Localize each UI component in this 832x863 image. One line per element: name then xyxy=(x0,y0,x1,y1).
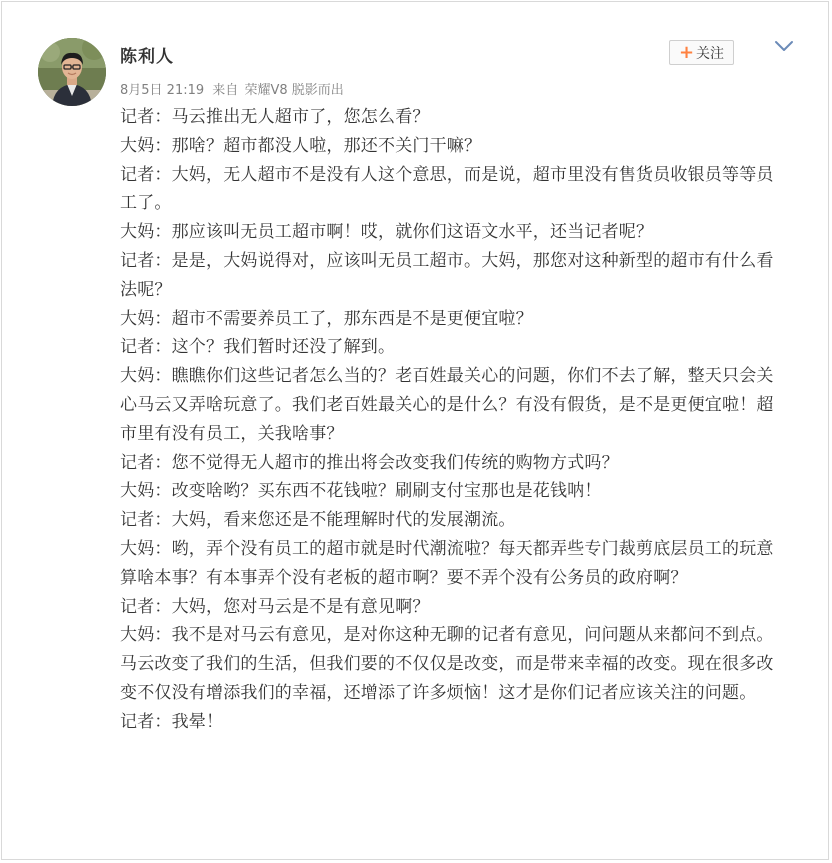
post-meta xyxy=(120,79,344,98)
dialogue-line: 大妈：超市不需要养员工了，那东西是不是更便宜啦？ xyxy=(120,308,533,329)
chevron-down-icon[interactable] xyxy=(774,38,794,52)
dialogue-line: 大妈：改变啥哟？买东西不花钱啦？刷刷支付宝那也是花钱呐！ xyxy=(120,481,602,502)
dialogue-line: 大妈：哟，弄个没有员工的超市就是时代潮流啦？每天都弄些专门裁剪底层员工的玩意算啥本事？有本事弄个没有老板的超市啊？要不弄个没有公务员的政府啊？ xyxy=(120,538,774,588)
dialogue-line: 记者：我晕！ xyxy=(120,711,224,732)
source-device[interactable]: 荣耀V8 脱影而出 xyxy=(244,83,344,98)
username[interactable]: 陈利人 xyxy=(120,47,174,67)
dialogue-line: 记者：大妈，看来您还是不能理解时代的发展潮流。 xyxy=(120,510,516,531)
dialogue-line: 记者：大妈，您对马云是不是有意见啊？ xyxy=(120,596,430,617)
dialogue-line: 记者：是是，大妈说得对，应该叫无员工超市。大妈，那您对这种新型的超市有什么看法呢？ xyxy=(120,250,774,300)
dialogue-line: 记者：大妈，无人超市不是没有人这个意思，而是说，超市里没有售货员收银员等等员工了。 xyxy=(120,164,774,214)
dialogue-line: 记者：您不觉得无人超市的推出将会改变我们传统的购物方式吗？ xyxy=(120,452,619,473)
dialogue-line: 记者：马云推出无人超市了，您怎么看？ xyxy=(120,107,430,127)
plus-icon: + xyxy=(678,41,695,63)
post-content xyxy=(120,103,785,737)
dialogue-line: 大妈：瞧瞧你们这些记者怎么当的？老百姓最关心的问题，你们不去了解，整天只会关心马云又弄啥玩意了。我们老百姓最关心的是什么？有没有假货，是不是更便宜啦！超市里有没有员工，关我啥事？ xyxy=(120,366,774,444)
follow-button[interactable] xyxy=(669,40,734,65)
avatar-photo xyxy=(38,38,106,106)
dialogue-line: 大妈：那应该叫无员工超市啊！哎，就你们这语文水平，还当记者呢？ xyxy=(120,222,654,243)
dialogue-line: 大妈：那啥？超市都没人啦，那还不关门干嘛？ xyxy=(120,135,482,156)
weibo-post-card xyxy=(1,1,829,860)
source-prefix: 来自 xyxy=(212,83,239,98)
dialogue-line: 大妈：我不是对马云有意见，是对你这种无聊的记者有意见，问问题从来都问不到点。马云改变了我们的生活，但我们要的不仅仅是改变，而是带来幸福的改变。现在很多改变不仅没有增添我们的幸福，还增添了许多烦恼！这才是你们记者应该关注的问题。 xyxy=(120,625,774,703)
avatar[interactable] xyxy=(38,38,106,106)
post-timestamp[interactable]: 8月5日 21:19 xyxy=(120,83,205,98)
dialogue-line: 记者：这个？我们暂时还没了解到。 xyxy=(120,337,396,358)
follow-label: 关注 xyxy=(696,45,725,62)
